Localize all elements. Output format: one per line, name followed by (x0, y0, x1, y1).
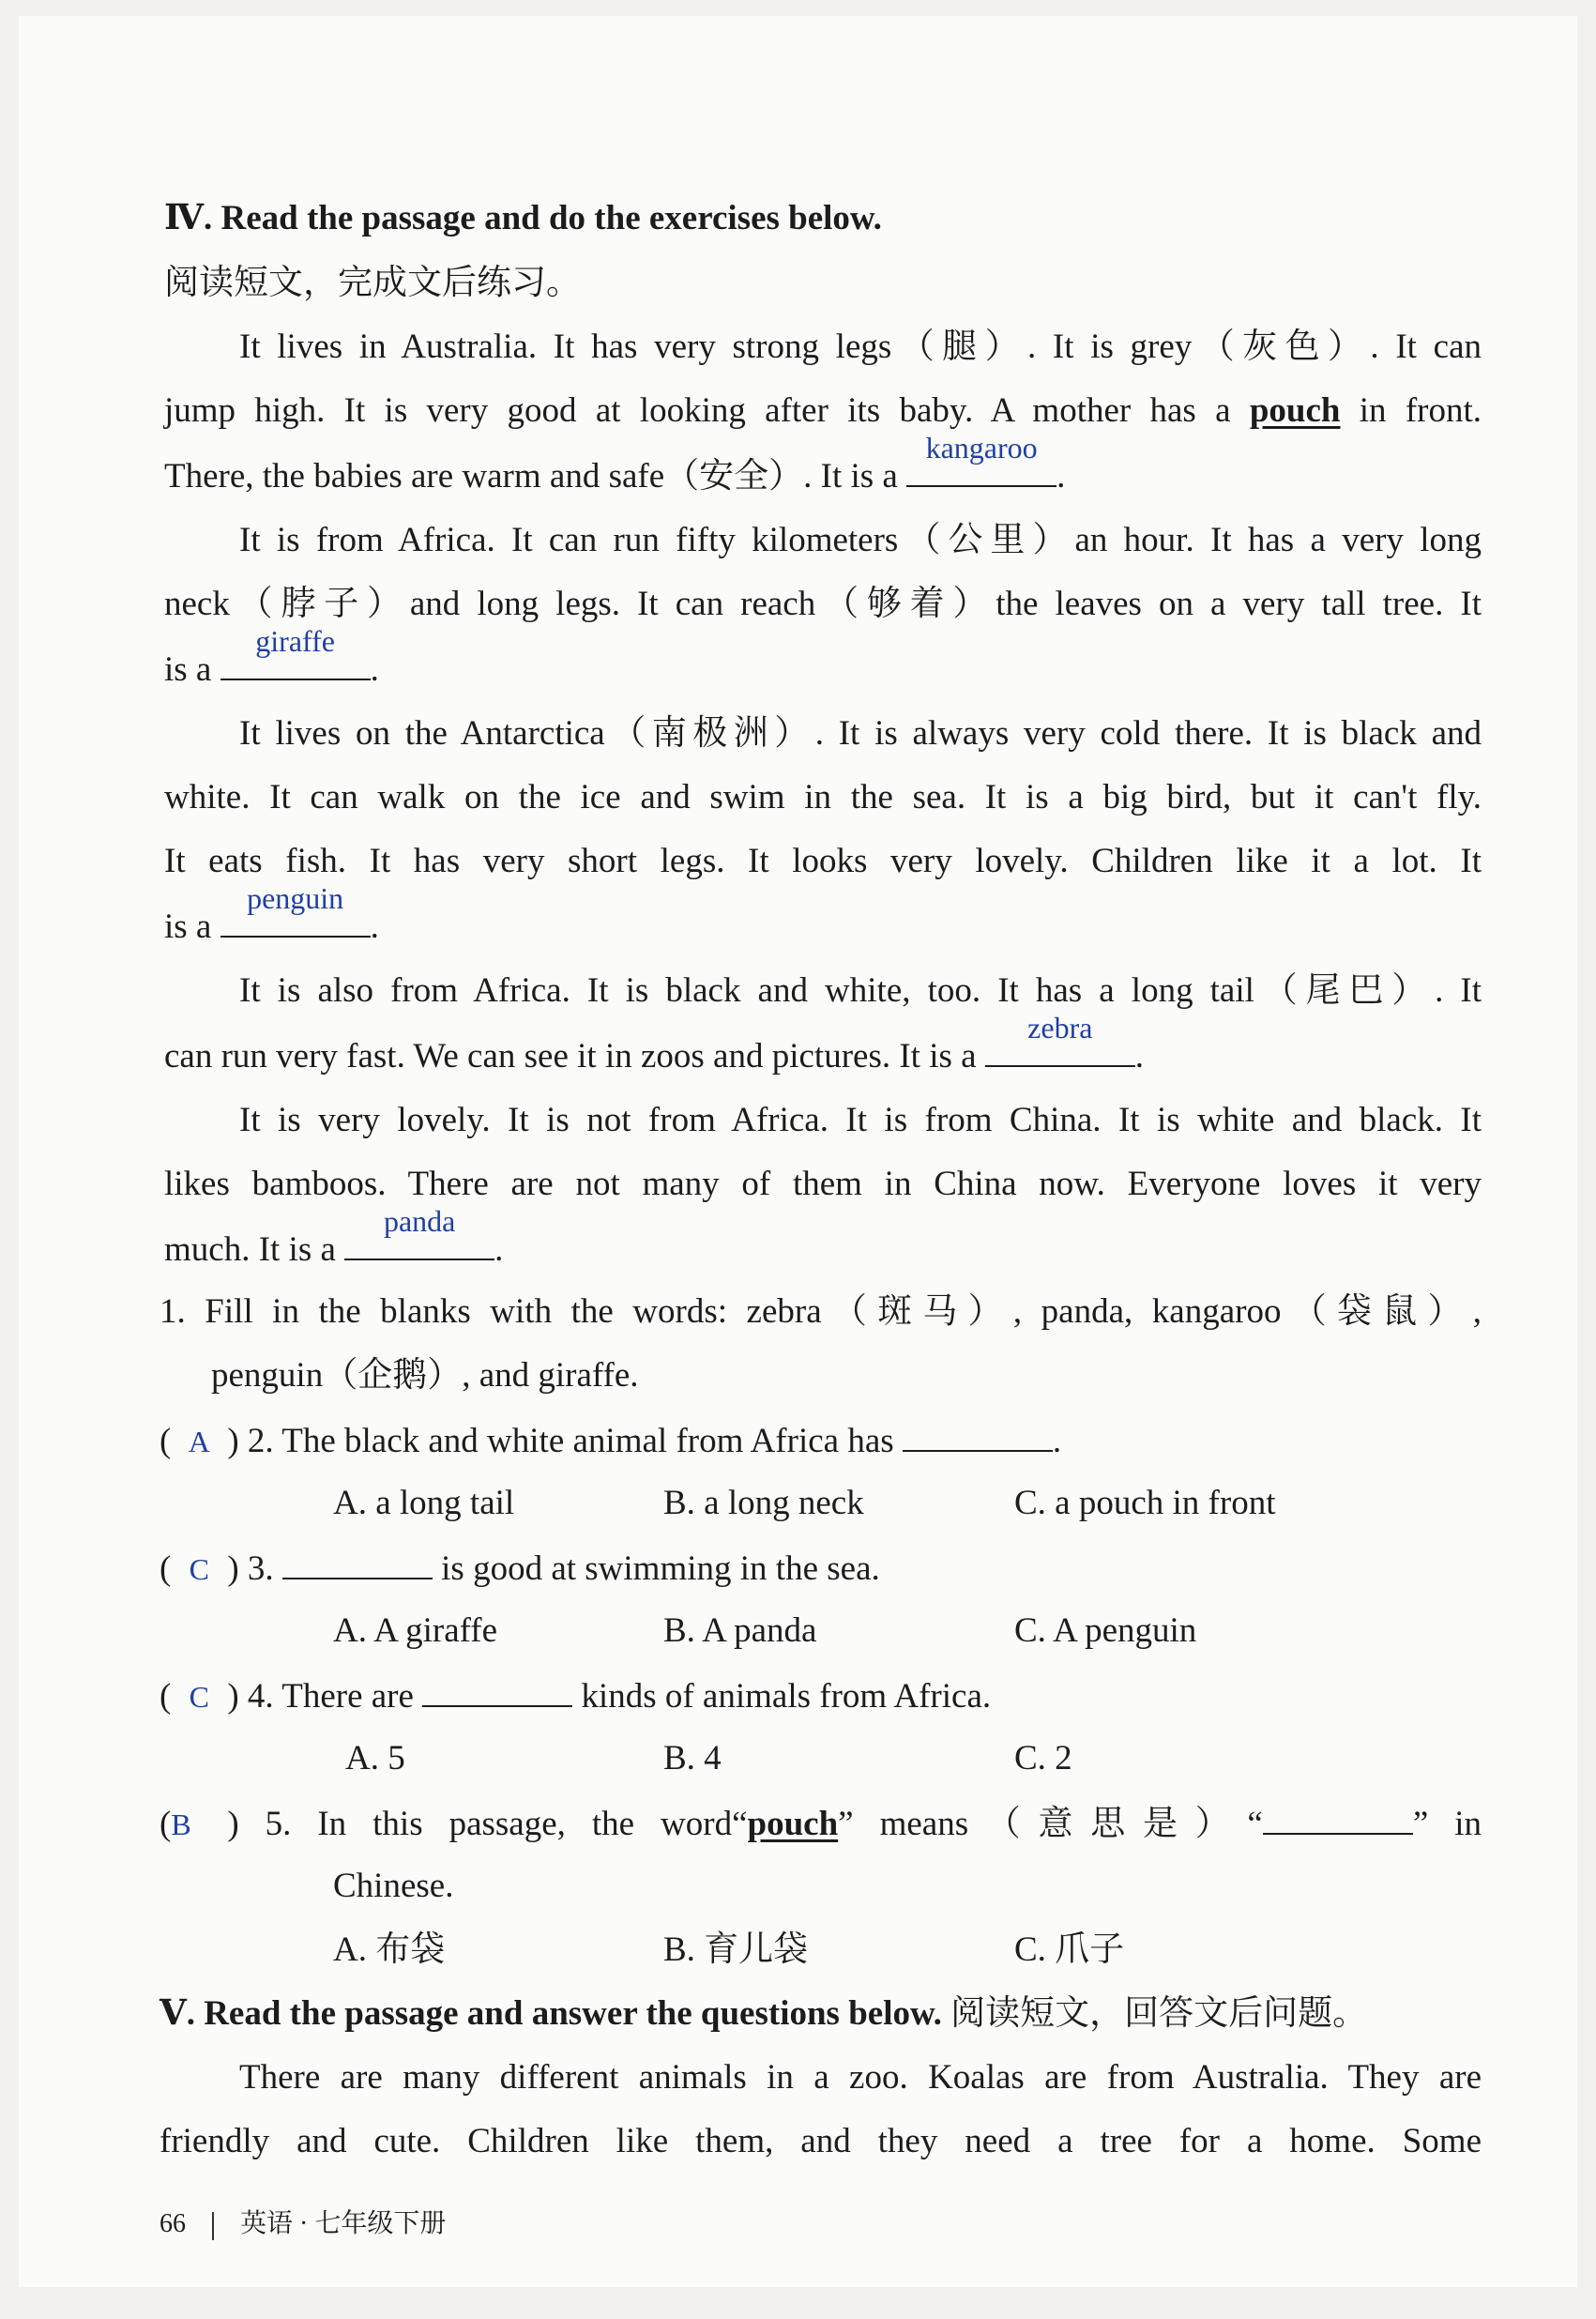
p1-line1: It lives in Australia. It has very strong legs（腿）. It is grey（灰色）. It can (239, 328, 1482, 366)
p1-line2-end: in front. (1359, 391, 1482, 430)
zebra-blank[interactable] (985, 1011, 1135, 1067)
q3-stem (160, 1549, 880, 1586)
page-number: 66 (160, 2209, 186, 2238)
q3-option-c[interactable]: C. A penguin (1014, 1611, 1197, 1650)
q5-line2: Chinese. (333, 1867, 454, 1905)
footer-divider (212, 2212, 214, 2240)
q2-paren-close: ) (227, 1422, 239, 1460)
q2-blank (903, 1422, 1053, 1452)
q2-option-a[interactable]: A. a long tail (333, 1484, 515, 1522)
p4-line2 (164, 1011, 1145, 1076)
p1-line2 (164, 393, 1482, 428)
section5-line1: There are many different animals in a zoo. Koalas are from Australia. They are (239, 2058, 1482, 2097)
penguin-blank[interactable] (220, 881, 371, 938)
section5-title-cn: 阅读短文，回答文后问题。 (950, 1994, 1368, 2033)
p3-line4 (164, 881, 379, 946)
p5-line2: likes bamboos. There are not many of them in China now. Everyone loves it very (164, 1165, 1482, 1203)
page-footer (160, 2203, 446, 2240)
q3-blank (282, 1549, 433, 1579)
q4-paren-open: ( (160, 1677, 172, 1716)
p3-line3: It eats fish. It has very short legs. It looks very lovely. Children like it a lot. It (164, 842, 1482, 880)
zebra-answer: zebra (1027, 1011, 1093, 1045)
q3-option-b[interactable]: B. A panda (663, 1611, 817, 1650)
q5-answer[interactable]: B (171, 1808, 191, 1841)
q5-text3: ” in (1412, 1805, 1482, 1843)
p3-line1: It lives on the Antarctica（南极洲）. It is always very cold there. It is black and (239, 714, 1482, 753)
q4-option-b[interactable]: B. 4 (663, 1739, 722, 1777)
p1-line3 (164, 431, 1066, 496)
p2-line3 (164, 624, 379, 689)
q5-text2: ” means（意思是）“ (838, 1805, 1263, 1843)
q3-text: is good at swimming in the sea. (441, 1549, 880, 1588)
q2-option-c[interactable]: C. a pouch in front (1014, 1484, 1276, 1522)
q4-stem (160, 1677, 991, 1714)
q5-option-a[interactable]: A. 布袋 (333, 1930, 446, 1969)
q4-paren-close: ) (227, 1677, 239, 1716)
p4-end: . (1134, 1037, 1145, 1076)
p5-end: . (494, 1230, 504, 1269)
p1-end: . (1056, 457, 1066, 496)
q4-option-c[interactable]: C. 2 (1014, 1739, 1072, 1777)
p1-line2-text: jump high. It is very good at looking after its baby. A mother has a (164, 391, 1231, 430)
p5-line3 (164, 1204, 504, 1269)
p2-end: . (370, 650, 379, 689)
q2-stem (160, 1422, 1061, 1458)
section5-line2: friendly and cute. Children like them, and they need a tree for a home. Some (160, 2122, 1482, 2160)
q3-option-a[interactable]: A. A giraffe (333, 1611, 498, 1650)
p1-line3-text: There, the babies are warm and safe（安全）. It is a (164, 457, 898, 496)
kangaroo-answer: kangaroo (925, 431, 1038, 465)
q5-text1: 5. In this passage, the word“ (265, 1805, 748, 1843)
q1-line1: 1. Fill in the blanks with the words: zebra（斑马）, panda, kangaroo（袋鼠）, (160, 1292, 1482, 1331)
p3-line4-text: is a (164, 908, 212, 946)
q5-stem (160, 1805, 1482, 1841)
q4-text2: kinds of animals from Africa. (581, 1677, 992, 1716)
section4-title: Ⅳ. Read the passage and do the exercises below. (164, 199, 882, 237)
book-title: 英语 · 七年级下册 (240, 2209, 447, 2238)
section4-subtitle: 阅读短文，完成文后练习。 (164, 264, 581, 302)
q2-end: . (1052, 1422, 1062, 1460)
panda-answer: panda (383, 1204, 456, 1238)
q4-text1: 4. There are (247, 1677, 414, 1716)
pouch-word: pouch (1249, 391, 1341, 430)
worksheet-page (19, 16, 1577, 2287)
q5-blank (1263, 1805, 1413, 1835)
p3-line2: white. It can walk on the ice and swim in the sea. It is a big bird, but it can't fly. (164, 778, 1482, 816)
q5-option-c[interactable]: C. 爪子 (1014, 1930, 1125, 1969)
q4-answer[interactable]: C (189, 1680, 209, 1714)
q1-line2: penguin（企鹅）, and giraffe. (211, 1356, 639, 1395)
section5-title (160, 1996, 1367, 2031)
p2-line3-text: is a (164, 650, 212, 689)
p4-line2-text: can run very fast. We can see it in zoos and pictures. It is a (164, 1037, 977, 1076)
q2-answer[interactable]: A (188, 1425, 210, 1458)
q5-option-b[interactable]: B. 育儿袋 (663, 1930, 809, 1969)
q4-option-a[interactable]: A. 5 (345, 1739, 405, 1777)
q3-num: 3. (247, 1549, 274, 1588)
q3-answer[interactable]: C (189, 1552, 209, 1586)
p3-end: . (370, 908, 379, 946)
kangaroo-blank[interactable] (906, 431, 1056, 487)
q3-paren-close: ) (227, 1549, 239, 1588)
q2-option-b[interactable]: B. a long neck (663, 1484, 864, 1522)
q3-paren-open: ( (160, 1549, 172, 1588)
p5-line3-text: much. It is a (164, 1230, 336, 1269)
q4-blank (422, 1677, 572, 1707)
giraffe-answer: giraffe (255, 624, 335, 658)
p5-line1: It is very lovely. It is not from Africa. It is from China. It is white and black. It (239, 1101, 1482, 1139)
q5-paren-open: ( (160, 1805, 172, 1843)
q2-text: 2. The black and white animal from Africa has (247, 1422, 894, 1460)
section5-title-en: Ⅴ. Read the passage and answer the questions below. (160, 1994, 942, 2033)
q5-paren-close: ) (227, 1805, 239, 1843)
q5-pouch-word: pouch (747, 1805, 839, 1843)
giraffe-blank[interactable] (220, 624, 371, 680)
panda-blank[interactable] (344, 1204, 494, 1260)
q2-paren-open: ( (160, 1422, 172, 1460)
p2-line2: neck（脖子）and long legs. It can reach（够着）the leaves on a very tall tree. It (164, 585, 1482, 623)
p4-line1: It is also from Africa. It is black and white, too. It has a long tail（尾巴）. It (239, 971, 1482, 1010)
p2-line1: It is from Africa. It can run fifty kilometers（公里）an hour. It has a very long (239, 521, 1482, 559)
penguin-answer: penguin (247, 881, 344, 915)
